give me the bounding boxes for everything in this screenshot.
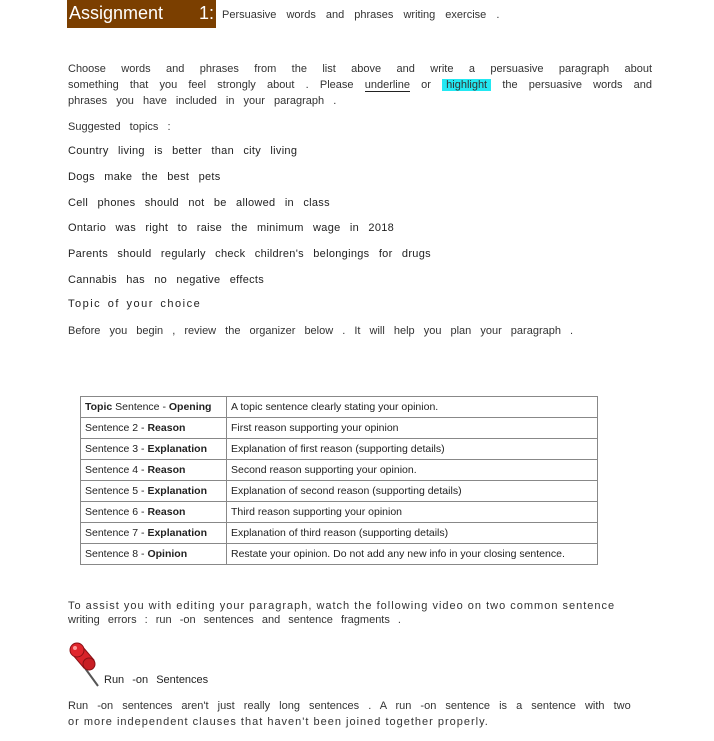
organizer-row [81, 544, 598, 565]
organizer-sentence-label [81, 523, 227, 544]
organizer-label-prefix: Topic [85, 401, 113, 413]
organizer-description: Restate your opinion. Do not add any new info in your closing sentence. [227, 544, 598, 565]
run-on-text-line-2: or more independent clauses that haven't been joined together properly. [68, 716, 489, 728]
topic-item: Country living is better than city living [68, 145, 298, 157]
organizer-sentence-label [81, 418, 227, 439]
organizer-label-role: Explanation [147, 485, 207, 497]
organizer-description: First reason supporting your opinion [227, 418, 598, 439]
organizer-sentence-label [81, 397, 227, 418]
assignment-subtitle: Persuasive words and phrases writing exercise . [222, 9, 500, 21]
organizer-label-role: Opinion [147, 548, 188, 560]
run-on-text-line-1: Run -on sentences aren't just really long sentences . A run -on sentence is a sentence with two [68, 700, 631, 712]
assignment-number: 1: [198, 3, 214, 23]
paragraph-organizer-table [80, 396, 598, 565]
organizer-description: Third reason supporting your opinion [227, 502, 598, 523]
assignment-label: Assignment [69, 3, 164, 23]
organizer-row [81, 502, 598, 523]
organizer-label-sentence: Sentence 6 - [85, 506, 148, 518]
organizer-label-sentence: Sentence 8 - [85, 548, 148, 560]
organizer-description: Second reason supporting your opinion. [227, 460, 598, 481]
topic-of-your-choice: Topic of your choice [68, 298, 202, 310]
intro-paragraph [68, 61, 652, 93]
intro-line-3: phrases you have included in your paragraph . [68, 95, 337, 107]
intro-line-2-start: something that you feel strongly about . Please [68, 79, 354, 91]
organizer-label-role: Explanation [147, 527, 207, 539]
organizer-description: Explanation of first reason (supporting details) [227, 439, 598, 460]
underline-word: underline [364, 79, 410, 91]
organizer-row [81, 439, 598, 460]
organizer-label-sentence: Sentence 5 - [85, 485, 148, 497]
organizer-row [81, 460, 598, 481]
organizer-label-sentence: Sentence 3 - [85, 443, 148, 455]
or-word: or [421, 79, 431, 91]
assist-line-1: To assist you with editing your paragraph, watch the following video on two common sentence [68, 600, 616, 612]
organizer-sentence-label [81, 481, 227, 502]
organizer-label-role: Reason [147, 506, 186, 518]
organizer-label-role: Reason [147, 422, 186, 434]
organizer-row [81, 481, 598, 502]
before-you-begin: Before you begin , review the organizer below . It will help you plan your paragraph . [68, 325, 574, 337]
organizer-label-role: Opening [168, 401, 212, 413]
topic-item: Ontario was right to raise the minimum wage in 2018 [68, 222, 395, 234]
assist-line-2: writing errors : run -on sentences and sentence fragments . [68, 614, 401, 626]
intro-line-1: Choose words and phrases from the list above and write a persuasive paragraph about [68, 63, 652, 75]
organizer-sentence-label [81, 460, 227, 481]
organizer-row [81, 397, 598, 418]
organizer-label-sentence: Sentence 2 - [85, 422, 148, 434]
organizer-description: Explanation of second reason (supporting details) [227, 481, 598, 502]
organizer-label-role: Reason [147, 464, 186, 476]
intro-line-2-end: the persuasive words and [502, 79, 653, 91]
organizer-label-role: Explanation [147, 443, 207, 455]
topic-item: Parents should regularly check children's belongings for drugs [68, 248, 431, 260]
run-on-sentences-heading[interactable]: Run -on Sentences [104, 674, 209, 686]
highlight-word: highlight [442, 79, 491, 91]
organizer-description: A topic sentence clearly stating your opinion. [227, 397, 598, 418]
topic-item: Dogs make the best pets [68, 171, 221, 183]
pushpin-icon [68, 642, 104, 688]
organizer-description: Explanation of third reason (supporting details) [227, 523, 598, 544]
topic-item: Cell phones should not be allowed in class [68, 197, 330, 209]
organizer-sentence-label [81, 544, 227, 565]
organizer-sentence-label [81, 502, 227, 523]
organizer-label-sentence: Sentence - [112, 401, 169, 413]
suggested-topics-label: Suggested topics : [68, 121, 171, 133]
organizer-row [81, 523, 598, 544]
organizer-label-sentence: Sentence 7 - [85, 527, 148, 539]
topic-item: Cannabis has no negative effects [68, 274, 265, 286]
organizer-row [81, 418, 598, 439]
organizer-sentence-label [81, 439, 227, 460]
organizer-label-sentence: Sentence 4 - [85, 464, 148, 476]
assignment-title-badge [67, 0, 216, 28]
